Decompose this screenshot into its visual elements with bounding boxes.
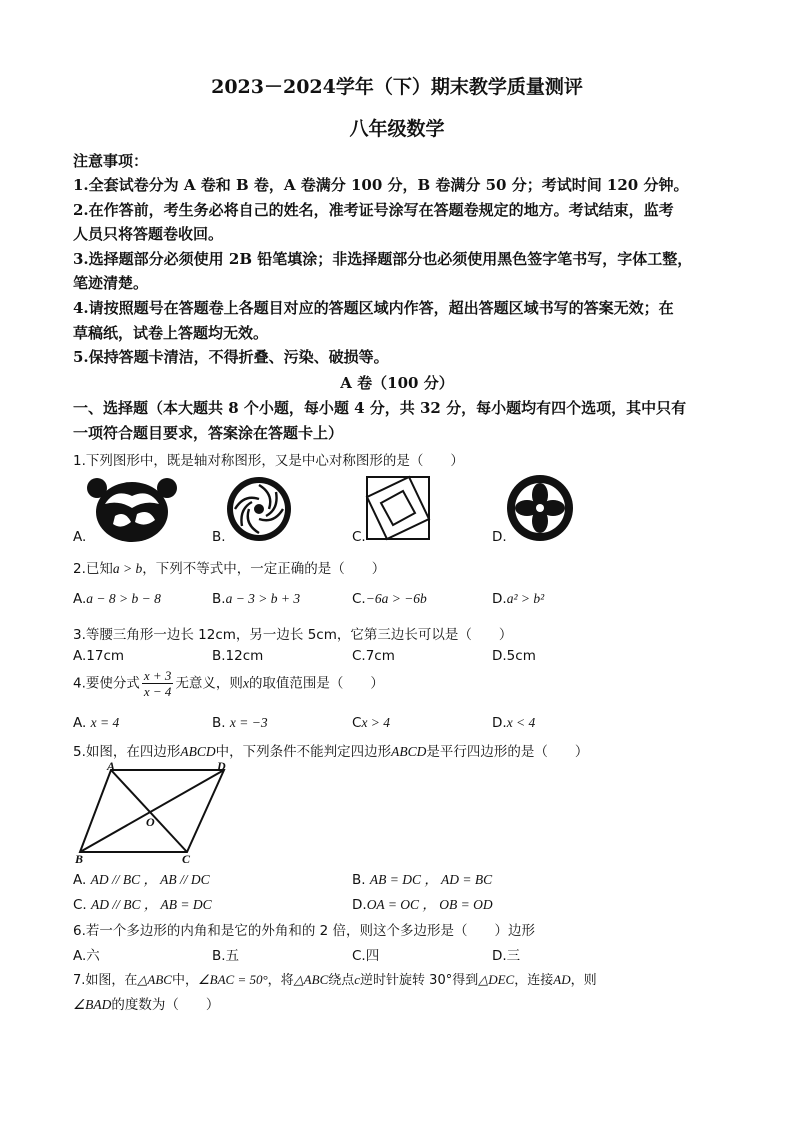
question-3-stem: 3.等腰三角形一边长 12cm，另一边长 5cm，它第三边长可以是（ ）: [73, 627, 513, 643]
question-5-stem: 5.如图，在四边形ABCD中，下列条件不能判定四边形ABCD是平行四边形的是（ ）: [73, 744, 589, 760]
figure-d-icon: [505, 473, 575, 543]
notice-line: 3.选择题部分必须使用 2B 铅笔填涂；非选择题部分也必须使用黑色签字笔书写，字体工整，: [73, 250, 693, 268]
q2-option-d: D.a² > b²: [492, 591, 545, 607]
question-6-stem: 6.若一个多边形的内角和是它的外角和的 2 倍，则这个多边形是（ ）边形: [73, 923, 536, 939]
question-4-stem: [73, 668, 384, 699]
q4-stem-mid: 无意义，则: [175, 675, 243, 692]
q4-fraction: [142, 668, 174, 699]
notice-line: 4.请按照题号在答题卷上各题目对应的答题区域内作答，超出答题区域书写的答案无效；在: [73, 299, 674, 317]
q1-option-b: B.: [212, 529, 226, 545]
q2-option-b: B.a − 3 > b + 3: [212, 591, 301, 607]
q4-numerator: x + 3: [143, 668, 172, 683]
q6-option-c: C.四: [352, 948, 380, 964]
question-7-stem: 7.如图，在△ABC中，∠BAC = 50°，将△ABC绕点c逆时针旋转 30°得到△DEC，连接AD，则: [73, 972, 597, 988]
point-o-label: O: [146, 815, 155, 829]
notice-line: 笔迹清楚。: [73, 274, 149, 292]
section-heading: 一、选择题（本大题共 8 个小题，每小题 4 分，共 32 分，每小题均有四个选项，其中只有: [73, 399, 687, 417]
q4-option-d: D.x < 4: [492, 715, 536, 731]
parallelogram-figure: [70, 760, 240, 864]
q4-denominator: x − 4: [143, 684, 172, 699]
q3-option-b: B.12cm: [212, 648, 264, 664]
notice-line: 1.全套试卷分为 A 卷和 B 卷，A 卷满分 100 分，B 卷满分 50 分；考试时间 120 分钟。: [73, 176, 689, 194]
q1-option-d: D.: [492, 529, 507, 545]
q3-option-d: D.5cm: [492, 648, 536, 664]
exam-title: 2023－2024学年（下）期末教学质量测评: [211, 76, 583, 98]
q2-condition: a > b: [112, 561, 143, 576]
q1-option-c: C.: [352, 529, 366, 545]
q2-option-a: A.a − 8 > b − 8: [73, 591, 161, 607]
q6-option-d: D.三: [492, 948, 521, 964]
figure-b-icon: [224, 474, 294, 544]
q4-stem-post: 的取值范围是（ ）: [248, 675, 384, 692]
q3-option-c: C.7cm: [352, 648, 395, 664]
notice-heading: 注意事项：: [73, 152, 149, 170]
q5-option-c: C. AD // BC ， AB = DC: [73, 897, 212, 913]
exam-subject: 八年级数学: [349, 118, 445, 140]
q5-option-a: A. AD // BC ， AB // DC: [73, 872, 210, 888]
q4-option-b: B. x = −3: [212, 715, 268, 731]
notice-line: 人员只将答题卷收回。: [73, 225, 224, 243]
notice-line: 2.在作答前，考生务必将自己的姓名，准考证号涂写在答题卷规定的地方。考试结束，监考: [73, 201, 674, 219]
q2-option-c: C.−6a > −6b: [352, 591, 427, 607]
question-7-line-2: ∠BAD的度数为（ ）: [73, 997, 220, 1013]
q1-option-a: A.: [73, 529, 87, 545]
figure-c-icon: [365, 475, 431, 541]
q2-stem-pre: 2.已知: [73, 561, 113, 577]
notice-line: 草稿纸，试卷上答题均无效。: [73, 324, 269, 342]
q5-option-d: D.OA = OC ， OB = OD: [352, 897, 493, 913]
section-heading: 一项符合题目要求，答案涂在答题卡上）: [73, 424, 344, 442]
q3-option-a: A.17cm: [73, 648, 125, 664]
q6-option-b: B.五: [212, 948, 240, 964]
q5-option-b: B. AB = DC ， AD = BC: [352, 872, 493, 888]
notice-line: 5.保持答题卡清洁，不得折叠、污染、破损等。: [73, 348, 389, 366]
figure-a-icon: [85, 474, 180, 544]
q4-option-a: A. x = 4: [73, 715, 120, 731]
q4-variable: x: [242, 675, 249, 691]
question-2-stem: [73, 557, 385, 577]
question-1-stem: 1.下列图形中，既是轴对称图形，又是中心对称图形的是（ ）: [73, 453, 464, 469]
part-a-label: A 卷（100 分）: [340, 374, 454, 392]
q4-option-c: Cx > 4: [352, 715, 391, 731]
point-b-label: B: [75, 852, 84, 864]
point-d-label: D: [217, 760, 226, 773]
q6-option-a: A.六: [73, 948, 100, 964]
point-a-label: A: [107, 760, 116, 773]
q4-stem-pre: 4.要使分式: [73, 675, 140, 692]
point-c-label: C: [182, 852, 191, 864]
q2-stem-post: ，下列不等式中，一定正确的是（ ）: [142, 561, 386, 577]
